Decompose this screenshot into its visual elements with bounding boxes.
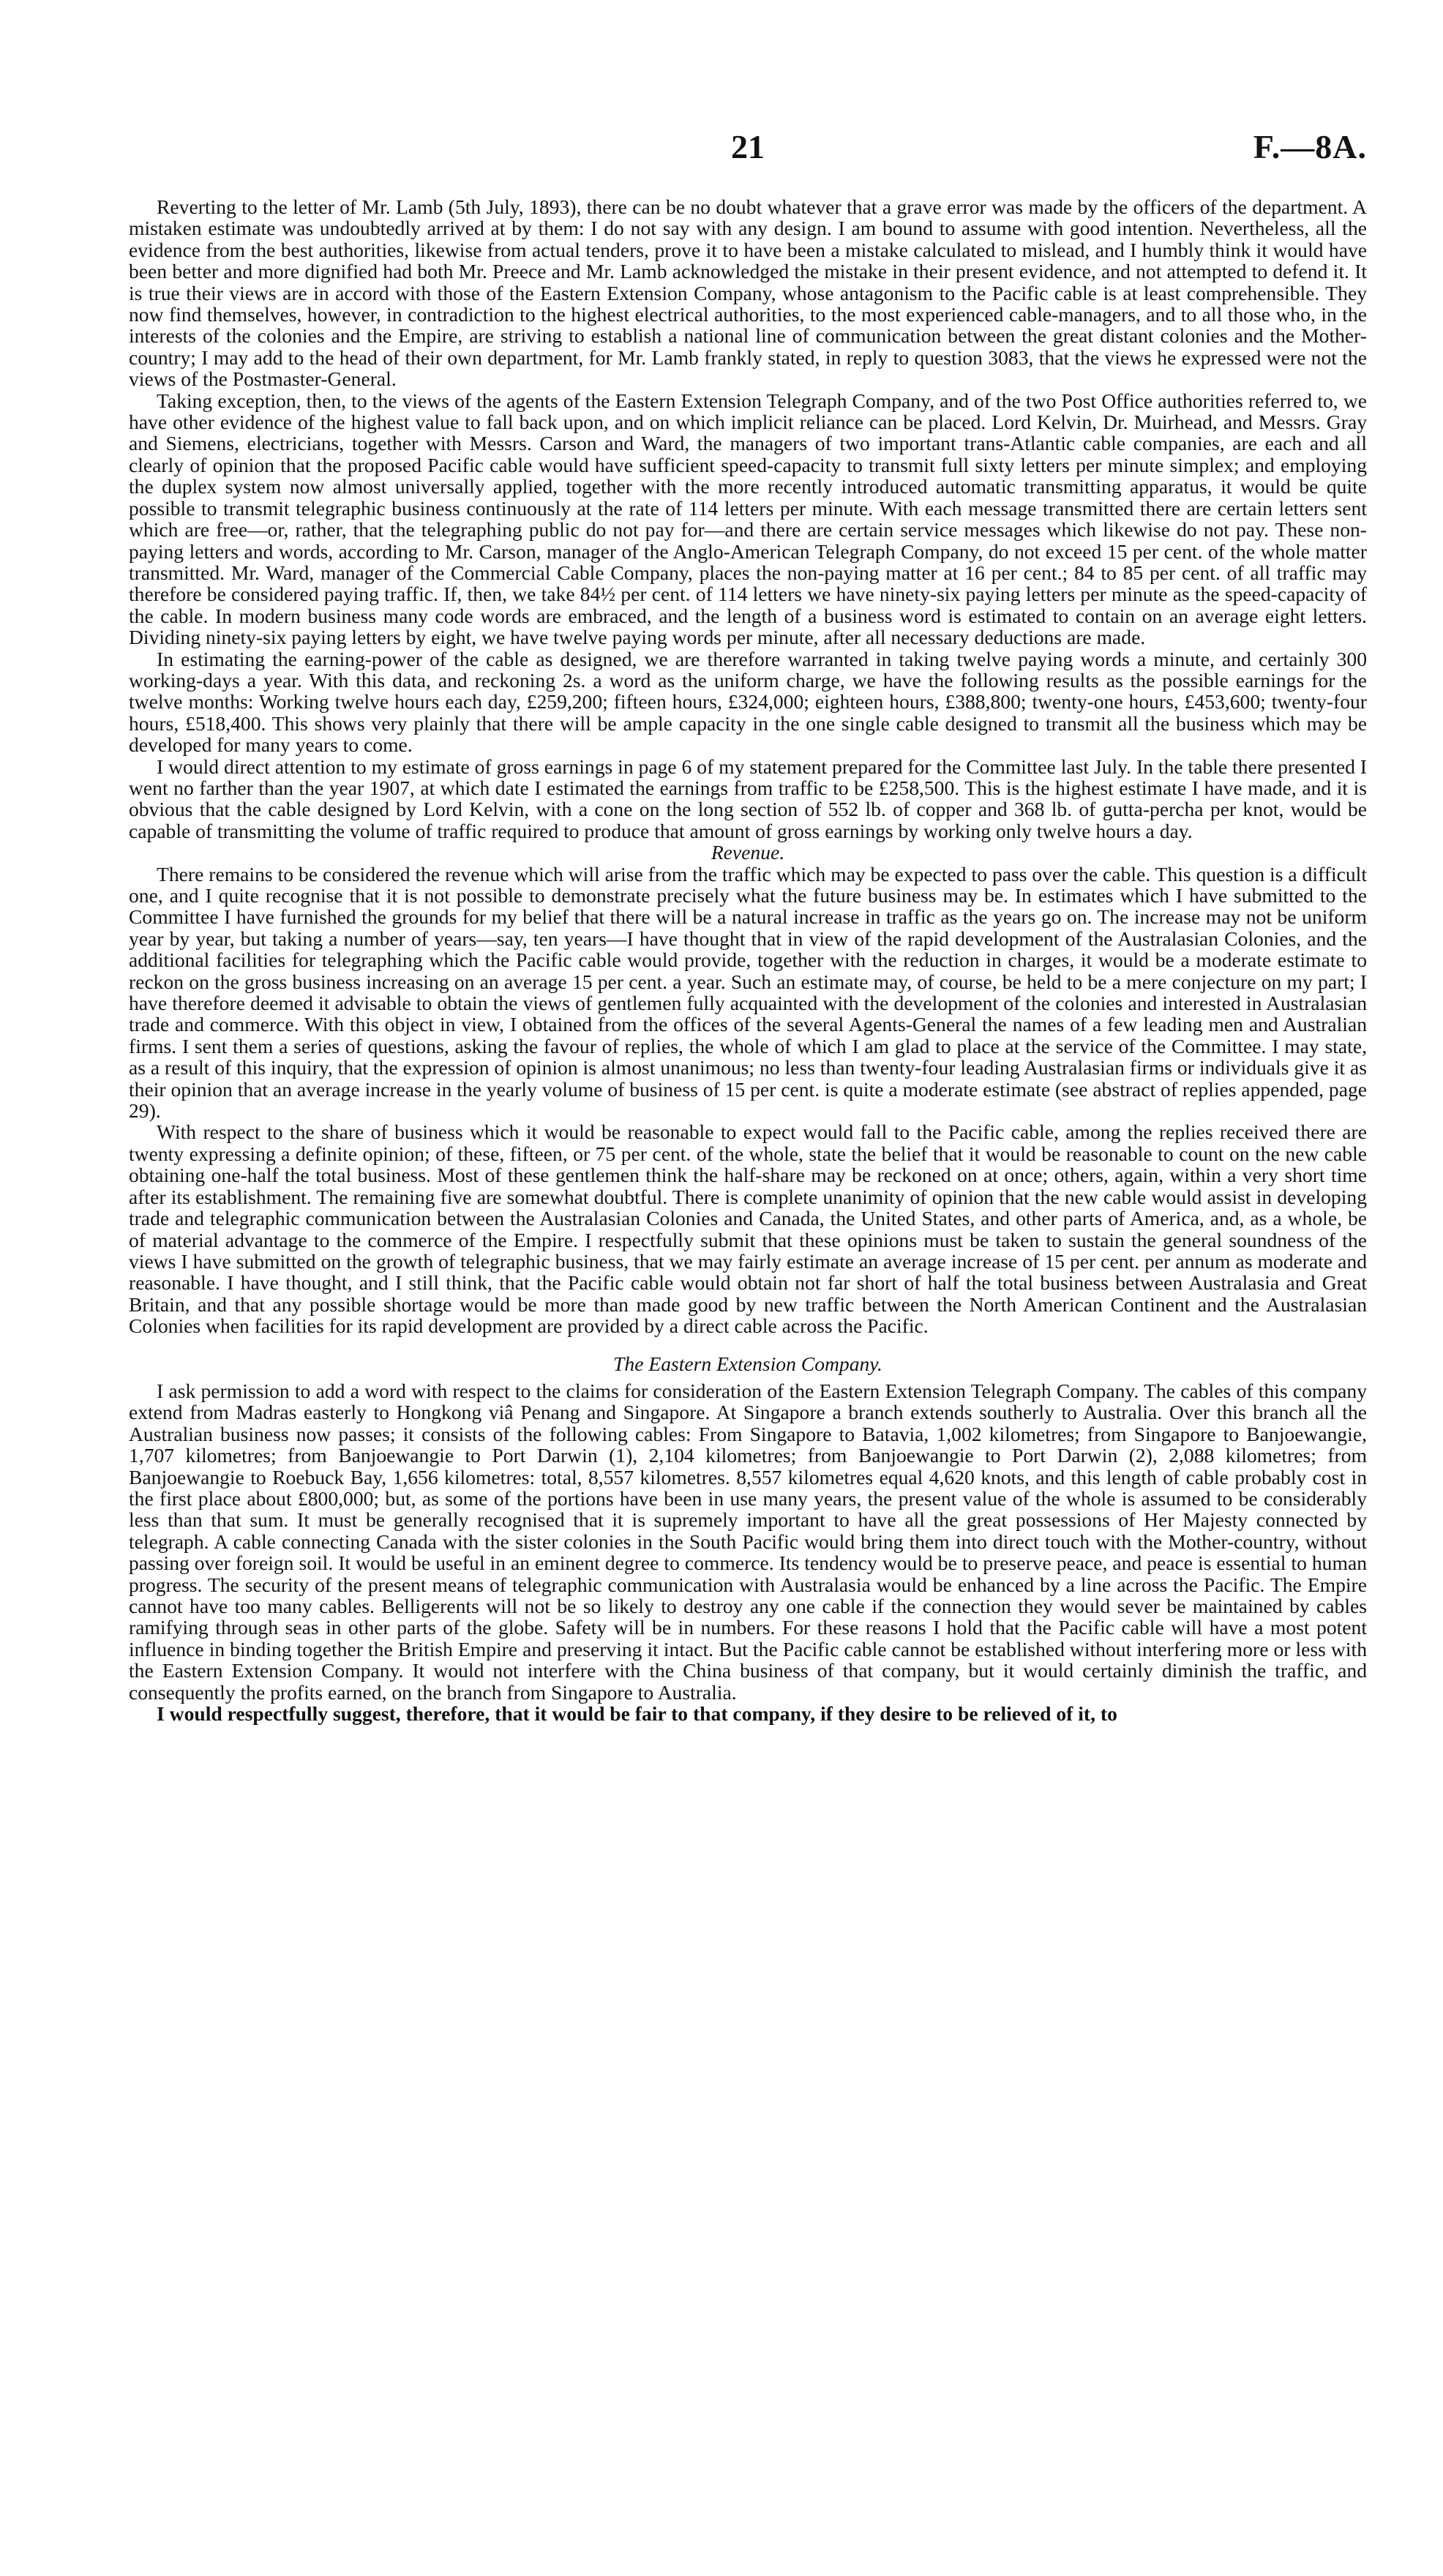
- paragraph: Reverting to the letter of Mr. Lamb (5th July, 1893), there can be no doubt whatever that a grave error was made by the officers of the department. A mistaken estimate was undoubtedly arrived at by them: I do not say with any design. I am bound to assume with good intention. Nevertheless, all the evidence from the best authorities, likewise from actual tenders, prove it to have been a mistake calculated to mislead, and I humbly think it would have been better and more dignified had both Mr. Preece and Mr. Lamb acknowledged the mistake in their present evidence, and not attempted to defend it. It is true their views are in accord with those of the Eastern Extension Company, whose antagonism to the Pacific cable is at least comprehensible. They now find themselves, however, in contradiction to the highest electrical authorities, to the most experienced cable-managers, and to all those who, in the interests of the colonies and the Empire, are striving to establish a national line of communication between the great distant colonies and the Mother-country; I may add to the head of their own department, for Mr. Lamb frankly stated, in reply to question 3083, that the views he expressed were not the views of the Postmaster-General.: [129, 195, 1367, 391]
- paragraph: I ask permission to add a word with respect to the claims for consideration of the Eastern Extension Telegraph Company. The cables of this company extend from Madras easterly to Hongkong viâ Penang and Singapore. At Singapore a branch extends southerly to Australia. Over this branch all the Australian business now passes; it consists of the following cables: From Singapore to Batavia, 1,002 kilometres; from Singapore to Banjoewangie, 1,707 kilometres; from Banjoewangie to Port Darwin (1), 2,104 kilometres; from Banjoewangie to Port Darwin (2), 2,088 kilometres; from Banjoewangie to Roebuck Bay, 1,656 kilometres: total, 8,557 kilometres. 8,557 kilometres equal 4,620 knots, and this length of cable probably cost in the first place about £800,000; but, as some of the portions have been in use many years, the present value of the whole is assumed to be considerably less than that sum. It must be generally recognised that it is supremely important to have all the great possessions of Her Majesty connected by telegraph. A cable connecting Canada with the sister colonies in the South Pacific would bring them into direct touch with the Mother-country, without passing over foreign soil. It would be useful in an eminent degree to commerce. Its tendency would be to preserve peace, and peace is essential to human progress. The security of the present means of telegraphic communication with Australasia would be enhanced by a line across the Pacific. The Empire cannot have too many cables. Belligerents will not be so likely to destroy any one cable if the connection they would sever be maintained by cables ramifying through seas in other parts of the globe. Safety will be in numbers. For these reasons I hold that the Pacific cable will have a most potent influence in binding together the British Empire and preserving it intact. But the Pacific cable cannot be established without interfering more or less with the Eastern Extension Company. It would not interfere with the China business of that company, but it would certainly diminish the traffic, and consequently the profits earned, on the branch from Singapore to Australia.: [129, 1379, 1367, 1704]
- paragraph: There remains to be considered the revenue which will arise from the traffic which may be expected to pass over the cable. This question is a difficult one, and I quite recognise that it is not possible to demonstrate precisely what the future business may be. In estimates which I have submitted to the Committee I have furnished the grounds for my belief that there will be a natural increase in traffic as the years go on. The increase may not be uniform year by year, but taking a number of years—say, ten years—I have thought that in view of the rapid development of the Australasian Colonies, and the additional facilities for telegraphing which the Pacific cable would provide, together with the reduction in charges, it would be a moderate estimate to reckon on the gross business increasing on an average 15 per cent. a year. Such an estimate may, of course, be held to be a mere conjecture on my part; I have therefore deemed it advisable to obtain the views of gentlemen fully acquainted with the development of the colonies and interested in Australasian trade and commerce. With this object in view, I obtained from the offices of the several Agents-General the names of a few leading men and Australian firms. I sent them a series of questions, asking the favour of replies, the whole of which I am glad to place at the service of the Committee. I may state, as a result of this inquiry, that the expression of opinion is almost unanimous; no less than twenty-four leading Australasian firms or individuals give it as their opinion that an average increase in the yearly volume of business of 15 per cent. is quite a moderate estimate (see abstract of replies appended, page 29).: [129, 862, 1367, 1123]
- page-number: 21: [731, 128, 765, 165]
- section-heading-revenue: Revenue.: [711, 841, 785, 864]
- page-header: [129, 127, 1367, 179]
- paragraph: With respect to the share of business which it would be reasonable to expect would fall to the Pacific cable, among the replies received there are twenty expressing a definite opinion; of these, fifteen, or 75 per cent. of the whole, state the belief that it would be reasonable to count on the new cable obtaining one-half the total business. Most of these gentlemen think the half-share may be reckoned on at once; others, again, within a very short time after its establishment. The remaining five are somewhat doubtful. There is complete unanimity of opinion that the new cable would assist in developing trade and telegraphic communication between the Australasian Colonies and Canada, the United States, and other parts of America, and, as a whole, be of material advantage to the commerce of the Empire. I respectfully submit that these opinions must be taken to sustain the general soundness of the views I have submitted on the growth of telegraphic business, that we may fairly estimate an average increase of 15 per cent. per annum as moderate and reasonable. I have thought, and I still think, that the Pacific cable would obtain not far short of half the total business between Australasia and Great Britain, and that any possible shortage would be more than made good by new traffic between the North American Continent and the Australasian Colonies when facilities for its rapid development are provided by a direct cable across the Pacific.: [129, 1120, 1367, 1338]
- paragraph: I would respectfully suggest, therefore, that it would be fair to that company, if they desire to be relieved of it, to: [157, 1702, 1117, 1726]
- paragraph: In estimating the earning-power of the cable as designed, we are therefore warranted in taking twelve paying words a minute, and certainly 300 working-days a year. With this data, and reckoning 2s. a word as the uniform charge, we have the following results as the possible earnings for the twelve months: Working twelve hours each day, £259,200; fifteen hours, £324,000; eighteen hours, £388,800; twenty-one hours, £453,600; twenty-four hours, £518,400. This shows very plainly that there will be ample capacity in the one single cable designed to transmit all the business which may be developed for many years to come.: [129, 647, 1367, 757]
- paragraph: I would direct attention to my estimate of gross earnings in page 6 of my statement prepared for the Committee last July. In the table there presented I went no farther than the year 1907, at which date I estimated the earnings from traffic to be £258,500. This is the highest estimate I have made, and it is obvious that the cable designed by Lord Kelvin, with a cone on the long section of 552 lb. of copper and 368 lb. of gutta-percha per knot, would be capable of transmitting the volume of traffic required to produce that amount of gross earnings by working only twelve hours a day.: [129, 755, 1367, 842]
- paragraph: Taking exception, then, to the views of the agents of the Eastern Extension Telegraph Company, and of the two Post Office authorities referred to, we have other evidence of the highest value to fall back upon, and on which implicit reliance can be placed. Lord Kelvin, Dr. Muirhead, and Messrs. Gray and Siemens, electricians, together with Messrs. Carson and Ward, the managers of two important trans-Atlantic cable companies, are each and all clearly of opinion that the proposed Pacific cable would have sufficient speed-capacity to transmit full sixty letters per minute simplex; and employing the duplex system now almost universally applied, together with the more recently introduced automatic transmitting apparatus, it would be quite possible to transmit telegraphic business continuously at the rate of 114 letters per minute. With each message transmitted there are certain letters sent which are free—or, rather, that the telegraphing public do not pay for—and there are certain service messages which likewise do not pay. These non-paying letters and words, according to Mr. Carson, manager of the Anglo-American Telegraph Company, do not exceed 15 per cent. of the whole matter transmitted. Mr. Ward, manager of the Commercial Cable Company, places the non-paying matter at 16 per cent.; 84 to 85 per cent. of all traffic may therefore be considered paying traffic. If, then, we take 84½ per cent. of 114 letters we have ninety-six paying letters per minute as the speed-capacity of the cable. In modern business many code words are embraced, and the length of a business word is estimated to contain on an average eight letters. Dividing ninety-six paying letters by eight, we have twelve paying words per minute, after all necessary deductions are made.: [129, 389, 1367, 649]
- page-code: F.—8A.: [1253, 128, 1367, 165]
- section-heading-eastern-extension: The Eastern Extension Company.: [613, 1352, 882, 1375]
- document-body: [129, 196, 1367, 1724]
